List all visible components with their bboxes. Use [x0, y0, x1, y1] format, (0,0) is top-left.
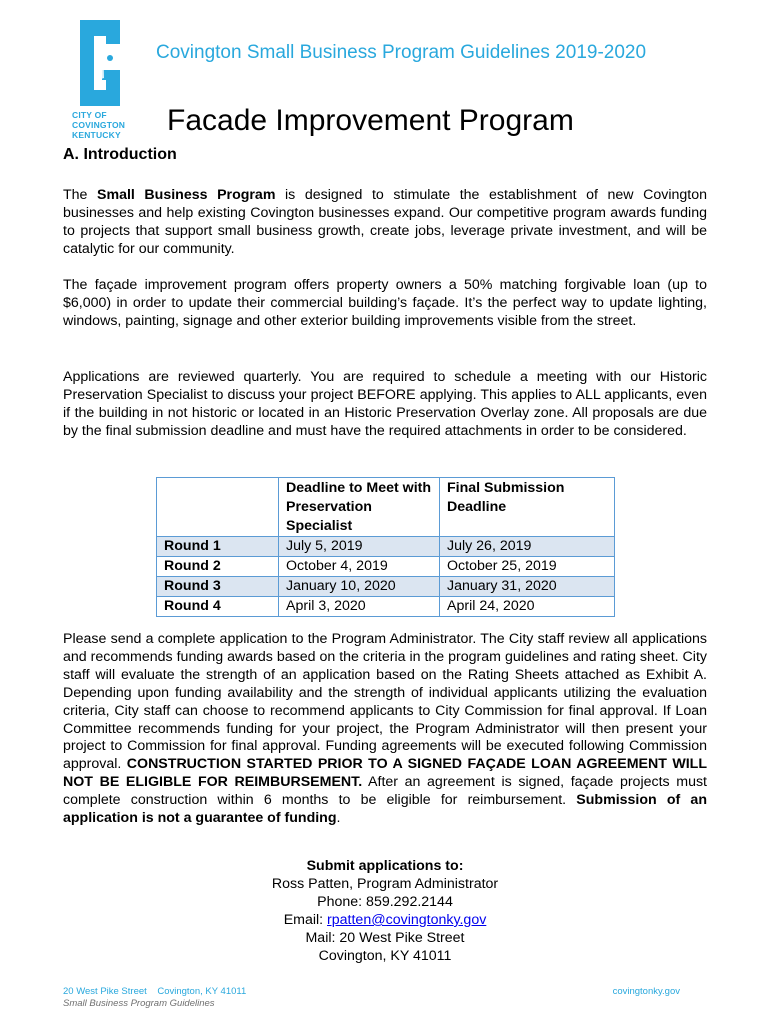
- table-cell: April 3, 2020: [279, 597, 440, 617]
- submit-phone: Phone: 859.292.2144: [317, 894, 453, 910]
- intro-paragraph: [63, 187, 707, 259]
- table-row: [157, 537, 615, 557]
- submit-mail: Mail: 20 West Pike Street: [305, 930, 465, 946]
- logo-line-3: KENTUCKY: [72, 130, 121, 140]
- city-logo: [70, 18, 130, 140]
- footer-subtitle: Small Business Program Guidelines: [63, 998, 215, 1009]
- table-cell: July 5, 2019: [279, 537, 440, 557]
- process-paragraph: [63, 631, 707, 828]
- table-header-cell: [157, 478, 279, 537]
- p1-bold-program: Small Business Program: [97, 187, 276, 203]
- submit-email-line: [63, 911, 707, 929]
- deadline-table: [156, 477, 615, 617]
- table-cell: January 10, 2020: [279, 577, 440, 597]
- p1-text-before: The: [63, 187, 98, 203]
- email-link[interactable]: rpatten@covingtonky.gov: [327, 912, 487, 928]
- table-cell: October 25, 2019: [440, 557, 615, 577]
- table-header-row: [157, 478, 615, 537]
- logo-line-2: COVINGTON: [72, 120, 126, 130]
- table-cell: October 4, 2019: [279, 557, 440, 577]
- p4-construction-warning: CONSTRUCTION STARTED PRIOR TO A SIGNED FAÇADE LOAN AGREEMENT WILL NOT BE ELIGIBLE FOR REIMBURSEMENT.: [63, 756, 707, 791]
- p1-text-after: is designed to stimulate the establishment of new Covington businesses and help existing Covington businesses expand. Our competitive program awards funding to projects that support small business growth, create jobs, leverage private investment, and will be catalytic for our community.: [63, 187, 707, 257]
- table-row: [157, 557, 615, 577]
- table-cell: Round 1: [157, 537, 279, 557]
- applications-paragraph: Applications are reviewed quarterly. You are required to schedule a meeting with our Historic Preservation Specialist to discuss your project BEFORE applying. This applies to ALL applicants, even if the building in not historic or located in an Historic Preservation Overlay zone. All proposals are due by the final submission deadline and must have the required attachments in order to be considered.: [63, 369, 707, 439]
- logo-line-1: CITY OF: [72, 110, 107, 120]
- table-cell: July 26, 2019: [440, 537, 615, 557]
- submit-block: [63, 857, 707, 965]
- submit-email-label: Email:: [283, 912, 328, 928]
- facade-paragraph: The façade improvement program offers property owners a 50% matching forgivable loan (up to $6,000) in order to update their commercial building’s façade. It’s the perfect way to update lighting, windows, painting, signage and other exterior building improvements visible from the street.: [63, 277, 707, 329]
- p4-guarantee-warning: Submission of an application is not a guarantee of funding: [63, 792, 707, 827]
- submit-city: Covington, KY 41011: [318, 948, 452, 964]
- p4-text: Please send a complete application to the Program Administrator. The City staff review all applications and recommends funding awards based on the criteria in the program guidelines and rating sheet. City staff will evaluate the strength of an application based on the Rating Sheets attached as Exhibit A. Depending upon funding availability and the strength of individual applicants utilizing the evaluation criteria, City staff can choose to recommend applicants to City Commission for final approval. If Loan Committee recommends funding for your project, the Program Administrator will then present your project to Commission for final approval. Funding agreements will be executed following Commission approval.: [63, 631, 707, 773]
- submit-heading: Submit applications to:: [306, 858, 464, 874]
- table-cell: Round 2: [157, 557, 279, 577]
- header-title: Covington Small Business Program Guidelines 2019-2020: [156, 42, 647, 63]
- submit-name: Ross Patten, Program Administrator: [271, 876, 499, 892]
- table-cell: January 31, 2020: [440, 577, 615, 597]
- p4-text-2: After an agreement is signed, façade projects must complete construction within 6 months to be eligible for reimbursement.: [63, 774, 707, 809]
- table-row: [157, 597, 615, 617]
- table-cell: April 24, 2020: [440, 597, 615, 617]
- document-title: Facade Improvement Program: [167, 104, 574, 137]
- table-cell: Round 3: [157, 577, 279, 597]
- table-header-cell: Deadline to Meet with Preservation Specialist: [279, 478, 440, 537]
- section-heading: A. Introduction: [63, 146, 177, 163]
- p4-end: .: [336, 810, 341, 827]
- table-header-cell: Final Submission Deadline: [440, 478, 615, 537]
- table-row: [157, 577, 615, 597]
- footer-address: 20 West Pike Street Covington, KY 41011: [63, 986, 247, 997]
- footer-website[interactable]: covingtonky.gov: [612, 986, 680, 997]
- covington-c-logo-icon: [70, 18, 130, 108]
- table-cell: Round 4: [157, 597, 279, 617]
